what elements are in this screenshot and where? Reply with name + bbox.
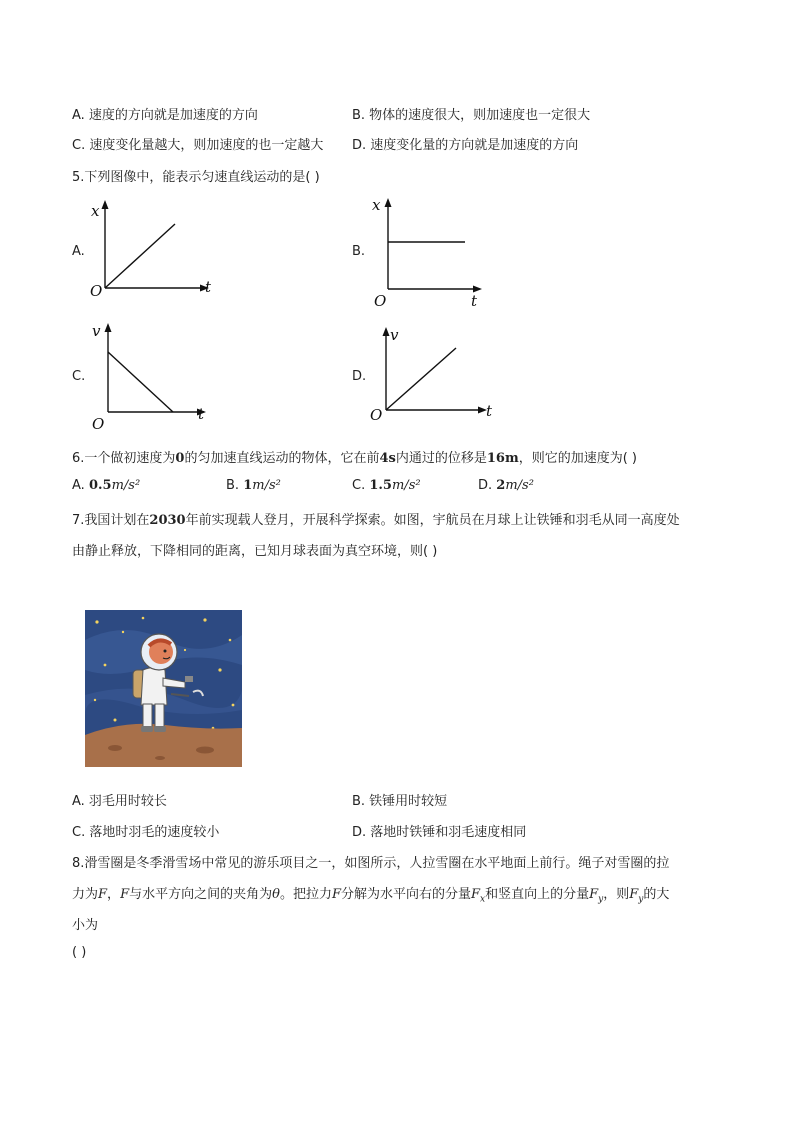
q6-option-c: C. 1.5m/s² (352, 478, 421, 493)
crater (108, 745, 122, 751)
q7-year: 2030 (149, 513, 186, 528)
q8-answer-paren: ( ) (72, 945, 87, 960)
y-axis-arrow (385, 198, 392, 207)
q6-displacement: 16m (486, 451, 519, 466)
y-axis-label: x (372, 196, 381, 214)
eye (164, 650, 167, 653)
q5-graph-b (368, 194, 493, 309)
x-axis-label: t (486, 402, 493, 420)
graph-line (105, 224, 175, 288)
q6-v0: 0 (175, 451, 185, 466)
q7-stem-line2: 由静止释放，下降相同的距离，已知月球表面为真空环境，则( ) (72, 544, 438, 559)
y-axis-arrow (105, 323, 112, 332)
q8-stem-line1: 8.滑雪圈是冬季滑雪场中常见的游乐项目之一，如图所示，人拉雪圈在水平地面上前行。绳子对雪圈的拉 (72, 856, 670, 871)
x-axis-label: t (198, 405, 205, 423)
q5-label-b: B. (352, 244, 366, 259)
astronaut-on-moon-illustration (85, 610, 242, 767)
q4-option-d: D. 速度变化量的方向就是加速度的方向 (352, 138, 579, 153)
q7-option-a: A. 羽毛用时较长 (72, 794, 167, 809)
q5-graph-a (85, 196, 220, 301)
q5-graph-d (366, 322, 496, 427)
q7-option-b: B. 铁锤用时较短 (352, 794, 448, 809)
q4-option-b: B. 物体的速度很大，则加速度也一定很大 (352, 108, 591, 123)
left-boot (141, 726, 153, 732)
y-axis-arrow (383, 327, 390, 336)
q6-stem: 6.一个做初速度为0的匀加速直线运动的物体，它在前4s内通过的位移是16m，则它的加速度为( ) (72, 451, 637, 466)
q6-option-d: D. 2m/s² (478, 478, 534, 493)
graph-line (108, 352, 173, 412)
crater (155, 756, 165, 760)
q6-option-b: B. 1m/s² (226, 478, 281, 493)
q5-label-a: A. (72, 244, 85, 259)
q8-stem-line2: 力为F，F与水平方向之间的夹角为θ。把拉力F分解为水平向右的分量$F_x$和竖直向上的分量$F_y$，则$F_y$的大 (72, 887, 670, 905)
q4-option-c: C. 速度变化量越大，则加速度的也一定越大 (72, 138, 324, 153)
y-axis-arrow (102, 200, 109, 209)
q7-option-d: D. 落地时铁锤和羽毛速度相同 (352, 825, 527, 840)
left-leg (143, 704, 152, 728)
q5-stem: 5.下列图像中，能表示匀速直线运动的是( ) (72, 170, 320, 185)
q7-option-c: C. 落地时羽毛的速度较小 (72, 825, 220, 840)
origin-label: O (90, 282, 103, 300)
graph-line (386, 348, 456, 410)
q6-time: 4s (379, 451, 396, 466)
y-axis-label: v (92, 322, 101, 340)
right-leg (155, 704, 164, 728)
origin-label: O (92, 415, 105, 433)
q4-option-a: A. 速度的方向就是加速度的方向 (72, 108, 258, 123)
crater (196, 747, 214, 754)
x-axis-label: t (471, 292, 478, 309)
q7-stem-line1: 7.我国计划在2030年前实现载人登月，开展科学探索。如图，宇航员在月球上让铁锤和羽毛从同一高度处 (72, 513, 680, 528)
hammer-head (185, 676, 193, 682)
y-axis-label: v (390, 326, 399, 344)
q5-label-c: C. (72, 369, 86, 384)
right-boot (154, 726, 166, 732)
q5-graph-c (88, 318, 213, 433)
origin-label: O (370, 406, 383, 424)
q6-option-a: A. 0.5m/s² (72, 478, 141, 493)
origin-label: O (374, 292, 387, 309)
x-axis-label: t (205, 278, 212, 296)
q5-label-d: D. (352, 369, 367, 384)
y-axis-label: x (91, 202, 100, 220)
q8-stem-line3: 小为 (72, 918, 99, 933)
